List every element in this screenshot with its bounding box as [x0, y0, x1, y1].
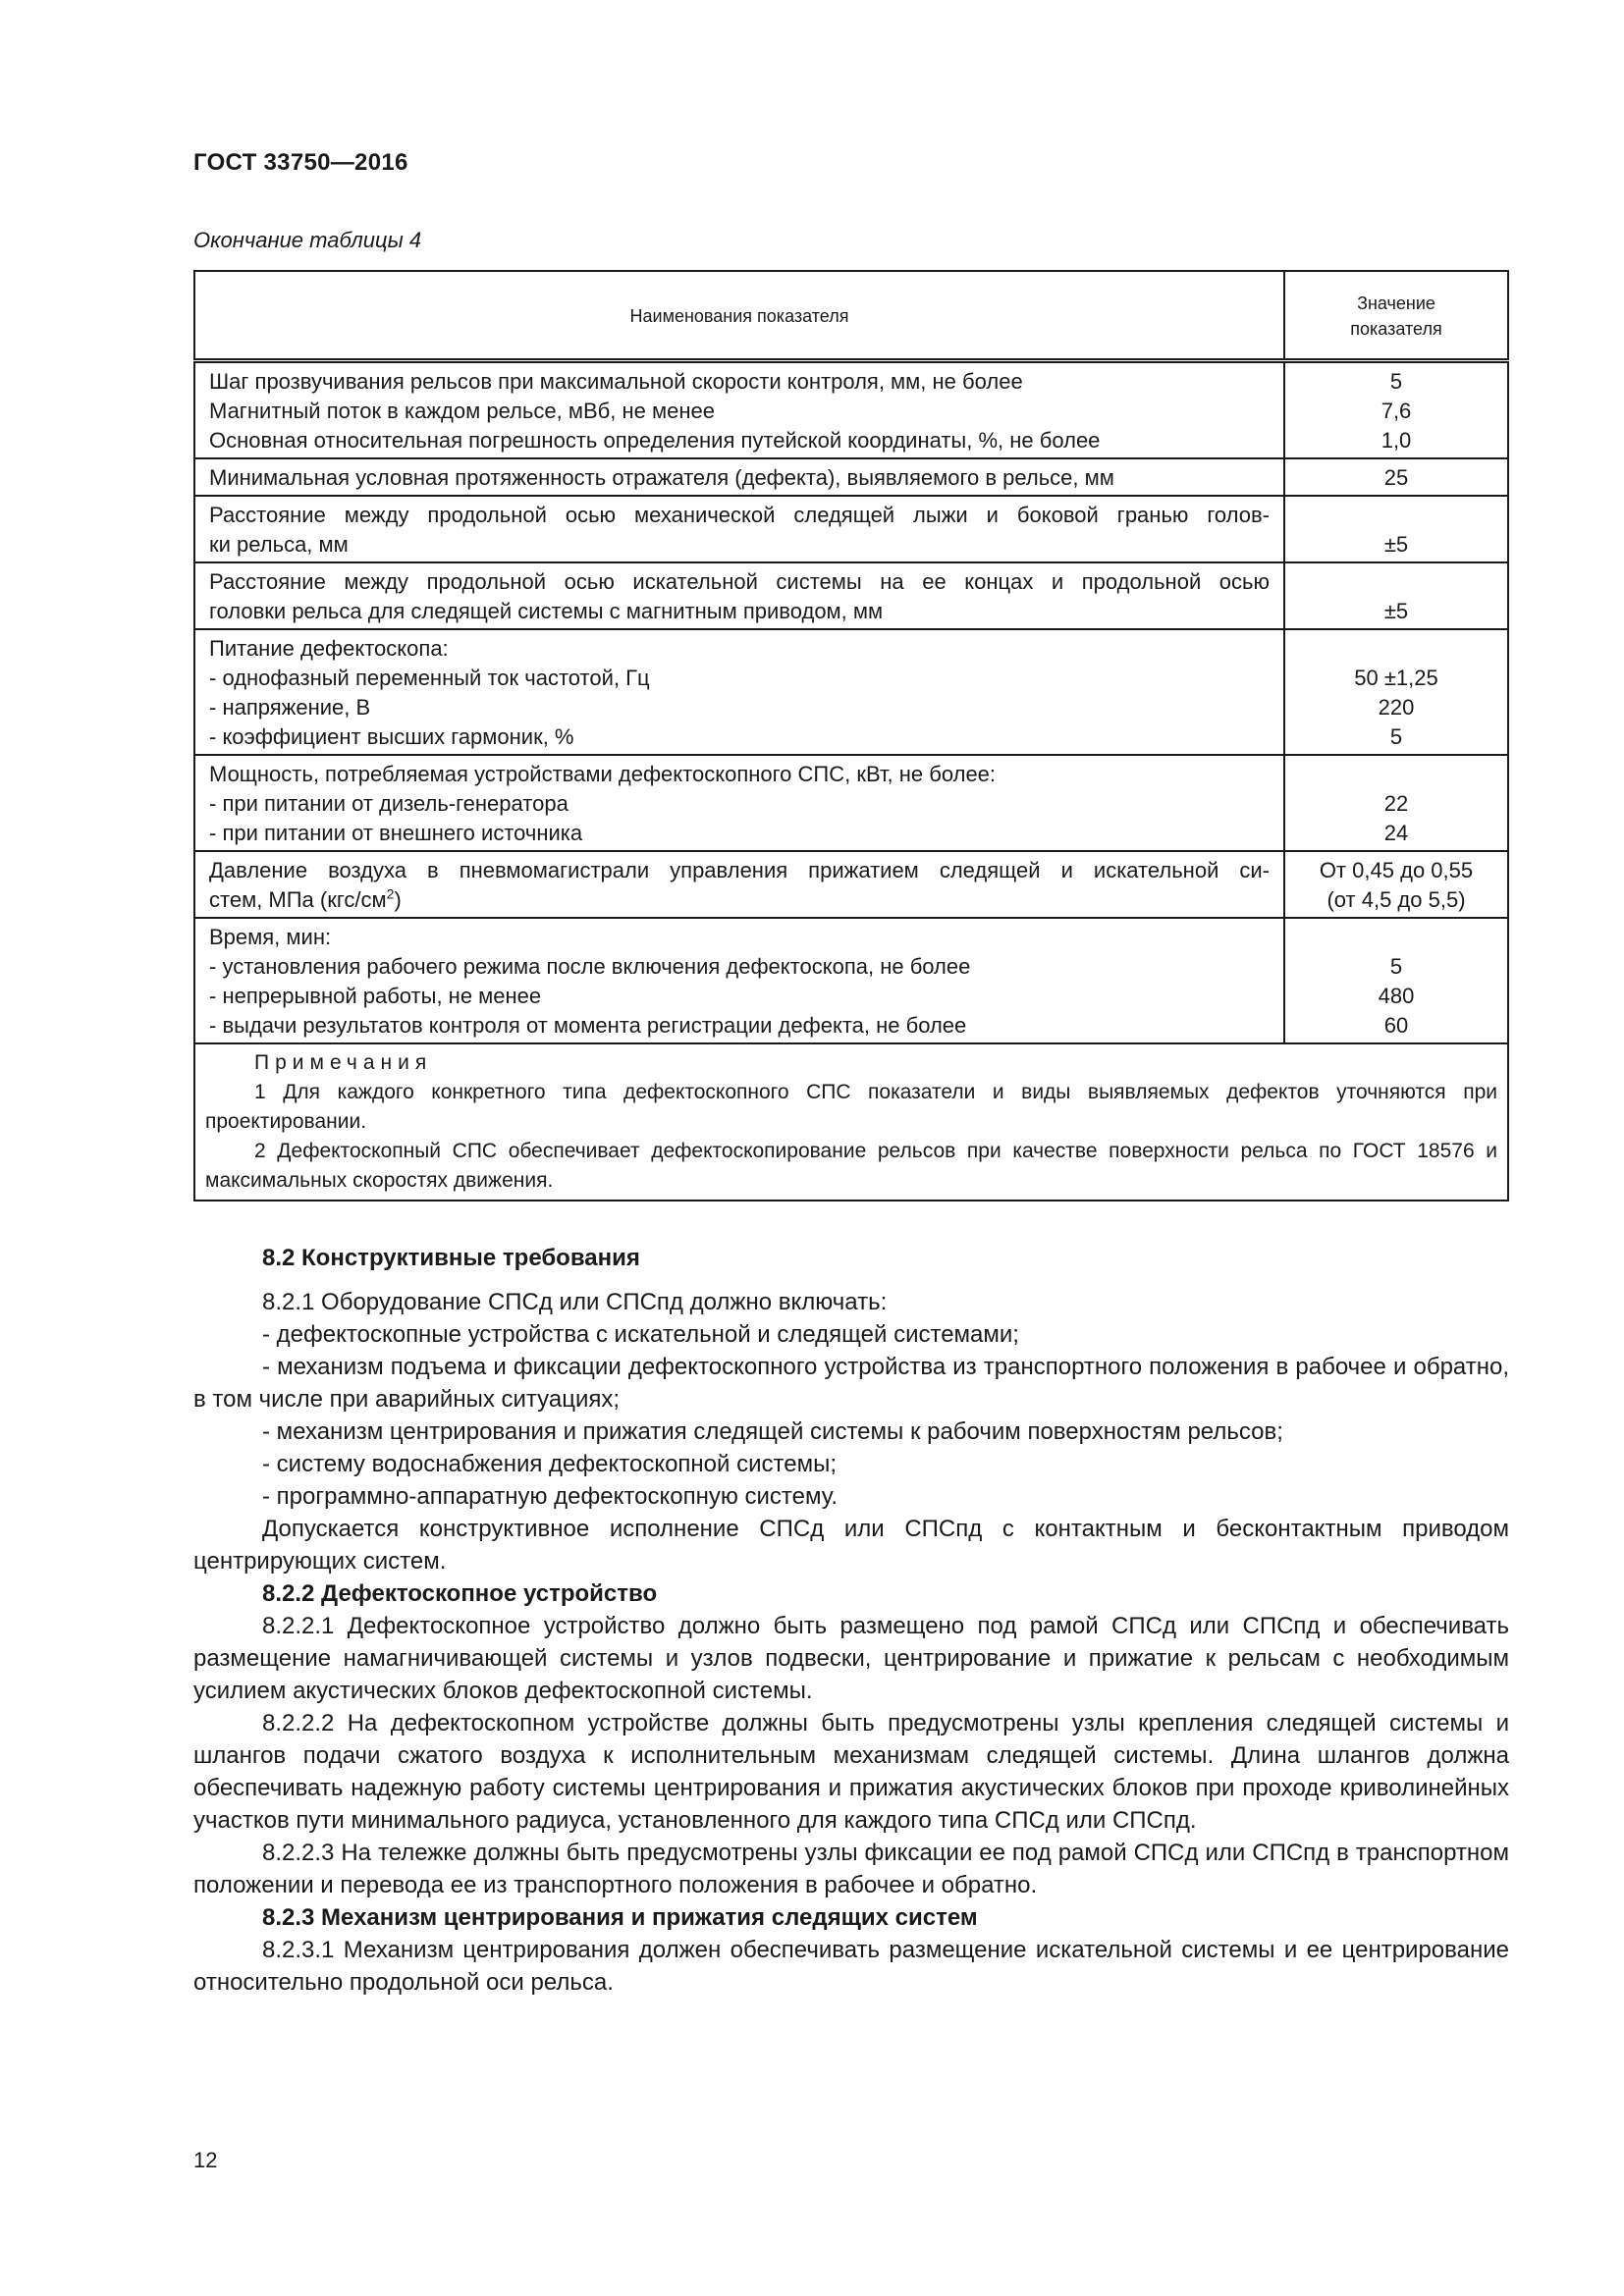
row-value-line: ±5 [1383, 532, 1409, 557]
table-row [194, 918, 1508, 1043]
row-value-line: От 0,45 до 0,55 [1319, 858, 1474, 882]
row-name-line: - однофазный переменный ток частотой, Гц [209, 666, 650, 690]
table-caption: Окончание таблицы 4 [193, 228, 422, 252]
row-value-line: 7,6 [1380, 399, 1412, 423]
row-name-line: Расстояние между продольной осью искательной системы на ее концах и продольной осью [209, 569, 1270, 594]
row-name-cell [194, 755, 1284, 851]
row-name-line: - напряжение, В [209, 695, 371, 720]
row-name-line: Мощность, потребляемая устройствами дефектоскопного СПС, кВт, не более: [209, 762, 997, 786]
row-value-cell [1284, 562, 1508, 629]
row-value-line: (от 4,5 до 5,5) [1326, 887, 1466, 912]
row-name-cell [194, 918, 1284, 1043]
row-name-line: - при питании от дизель-генератора [209, 791, 568, 816]
row-value-cell [1284, 851, 1508, 918]
notes-title: Примечания [254, 1051, 433, 1074]
row-name-line: - коэффициент высших гармоник, % [209, 724, 574, 749]
document-code: ГОСТ 33750—2016 [193, 149, 408, 176]
row-value-line: 60 [1383, 1013, 1409, 1038]
list-item: - программно-аппаратную дефектоскопную систему. [262, 1483, 838, 1510]
table-row [194, 562, 1508, 629]
note-item: 2 Дефектоскопный СПС обеспечивает дефектоскопирование рельсов при качестве поверхности рельса по ГОСТ 18576 и максимальных скоростях движения. [205, 1140, 1497, 1192]
section-heading: 8.2 Конструктивные требования [262, 1245, 640, 1271]
row-value-cell [1284, 755, 1508, 851]
column-header-value [1284, 271, 1508, 361]
row-name-line: ки рельса, мм [209, 532, 349, 557]
row-name-line: - установления рабочего режима после включения дефектоскопа, не более [209, 954, 971, 979]
paragraph: 8.2.2.2 На дефектоскопном устройстве должны быть предусмотрены узлы крепления следящей системы и шлангов подачи сжатого воздуха к исполнительным механизмам следящей системы. Длина шлангов должна обеспечивать надежную работу системы центрирования и прижатия акустических блоков при проходе криволинейных участков пути минимального радиуса, установленного для каждого типа СПСд или СПСпд. [193, 1710, 1509, 1834]
page-number: 12 [193, 2148, 218, 2172]
column-header-name: Наименования показателя [194, 271, 1284, 361]
row-name-line: Питание дефектоскопа: [209, 636, 449, 661]
row-value-line: 22 [1383, 791, 1409, 816]
row-name-cell [194, 361, 1284, 459]
row-name-line: Основная относительная погрешность определения путейской координаты, %, не более [209, 428, 1101, 453]
table-row [194, 458, 1508, 496]
row-value-cell [1284, 361, 1508, 459]
row-name-line: головки рельса для следящей системы с магнитным приводом, мм [209, 599, 884, 623]
list-item: - систему водоснабжения дефектоскопной системы; [262, 1451, 837, 1477]
row-value-line: 5 [1389, 369, 1403, 394]
table-row [194, 629, 1508, 755]
paragraph: 8.2.2.3 На тележке должны быть предусмотрены узлы фиксации ее под рамой СПСд или СПСпд в транспортном положении и перевода ее из транспортного положения в рабочее и обратно. [193, 1840, 1509, 1898]
row-value-line: 5 [1389, 954, 1403, 979]
row-name-line: Время, мин: [209, 925, 332, 949]
section-heading: 8.2.3 Механизм центрирования и прижатия следящих систем [262, 1904, 978, 1931]
row-value-line: 1,0 [1380, 428, 1412, 453]
row-value-cell [1284, 458, 1508, 496]
table-row [194, 496, 1508, 562]
row-name-line: - непрерывной работы, не менее [209, 984, 542, 1008]
row-name-cell [194, 496, 1284, 562]
section-heading: 8.2.2 Дефектоскопное устройство [262, 1580, 658, 1607]
table-row [194, 755, 1508, 851]
document-body [193, 1232, 1509, 1999]
row-name-line [209, 885, 1270, 915]
row-name-line: - при питании от внешнего источника [209, 821, 583, 845]
row-name-line: Минимальная условная протяженность отражателя (дефекта), выявляемого в рельсе, мм [209, 465, 1114, 490]
superscript-two: 2 [386, 885, 395, 902]
list-item: - механизм подъема и фиксации дефектоскопного устройства из транспортного положения в рабочее и обратно, в том числе при аварийных ситуациях; [193, 1354, 1509, 1413]
row-name-line: Давление воздуха в пневмомагистрали управления прижатием следящей и искательной си- [209, 858, 1270, 882]
column-header-value-line1: Значение [1357, 294, 1435, 313]
paragraph: 8.2.1 Оборудование СПСд или СПСпд должно включать: [262, 1289, 888, 1315]
row-value-line: 480 [1378, 984, 1415, 1008]
row-value-line: 50 ±1,25 [1354, 666, 1438, 690]
row-name-line: - выдачи результатов контроля от момента регистрации дефекта, не более [209, 1013, 967, 1038]
column-header-value-line2: показателя [1350, 319, 1442, 339]
table-row [194, 851, 1508, 918]
paragraph: 8.2.3.1 Механизм центрирования должен обеспечивать размещение искательной системы и ее центрирование относительно продольной оси рельса. [193, 1937, 1509, 1996]
paragraph: Допускается конструктивное исполнение СПСд или СПСпд с контактным и бесконтактным приводом центрирующих систем. [193, 1516, 1509, 1575]
row-value-line: 25 [1383, 465, 1409, 490]
table-row [194, 361, 1508, 459]
row-name-line: Магнитный поток в каждом рельсе, мВб, не менее [209, 399, 715, 423]
row-name-line: Расстояние между продольной осью механической следящей лыжи и боковой гранью голов- [209, 503, 1270, 527]
specification-table [193, 270, 1509, 1201]
list-item: - дефектоскопные устройства с искательной и следящей системами; [262, 1321, 1019, 1348]
row-name-cell [194, 562, 1284, 629]
row-value-line: 220 [1378, 695, 1415, 720]
row-name-cell [194, 851, 1284, 918]
row-value-line: 24 [1383, 821, 1409, 845]
row-name-text: стем, МПа (кгс/см [209, 887, 387, 912]
table-notes-row [194, 1043, 1508, 1201]
list-item: - механизм центрирования и прижатия следящей системы к рабочим поверхностям рельсов; [262, 1418, 1283, 1445]
row-name-text-end: ) [394, 887, 402, 912]
paragraph: 8.2.2.1 Дефектоскопное устройство должно быть размещено под рамой СПСд или СПСпд и обеспечивать размещение намагничивающей системы и узлов подвески, центрирование и прижатие к рельсам с необходимым усилием акустических блоков дефектоскопной системы. [193, 1613, 1509, 1704]
row-name-cell [194, 458, 1284, 496]
row-name-cell [194, 629, 1284, 755]
row-value-cell [1284, 496, 1508, 562]
row-value-cell [1284, 629, 1508, 755]
row-value-line: 5 [1389, 724, 1403, 749]
note-item: 1 Для каждого конкретного типа дефектоскопного СПС показатели и виды выявляемых дефектов уточняются при проектировании. [205, 1081, 1497, 1133]
table-notes [194, 1043, 1508, 1201]
row-name-line: Шаг прозвучивания рельсов при максимальной скорости контроля, мм, не более [209, 369, 1023, 394]
row-value-line: ±5 [1383, 599, 1409, 623]
table-header-row [194, 271, 1508, 361]
row-value-cell [1284, 918, 1508, 1043]
